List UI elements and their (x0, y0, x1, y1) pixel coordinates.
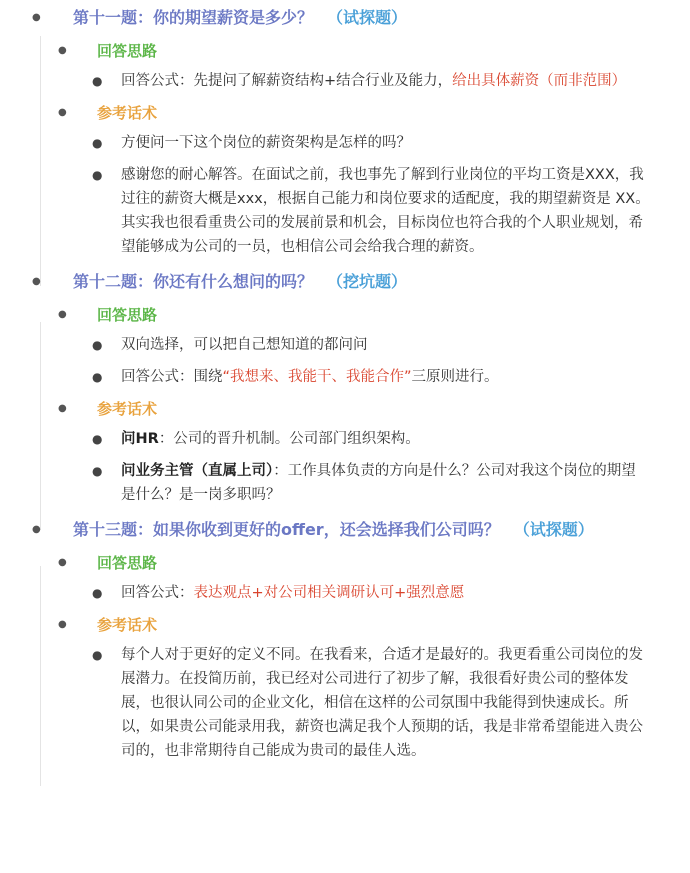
section-label: 回答思路 (97, 554, 158, 572)
item-text: 每个人对于更好的定义不同。在我看来，合适才是最好的。我更看重公司岗位的发展潜力。在投简历前，我已经对公司进行了初步了解，我很看好贵公司的整体发展，也很认同公司的企业文化，相信在这样的公司氛围中我能得到快速成长。所以，如果贵公司能录用我，薪资也满足我个人预期的话，我是非常希望能进入贵公司的，也非常期待自己能成为贵司的最佳人选。 (121, 647, 643, 759)
section-label: 回答思路 (97, 42, 158, 60)
item-highlight: 给出具体薪资（而非范围） (452, 73, 627, 89)
list-item (0, 66, 690, 98)
list-item (0, 330, 690, 362)
bullet-icon: ● (92, 74, 103, 88)
item-text: 回答公式：先提问了解薪资结构+结合行业及能力， (121, 73, 453, 89)
question-tag: （试探题） (513, 520, 594, 539)
section-approach (0, 300, 690, 330)
question-tag: （试探题） (327, 8, 408, 27)
bullet-icon: ● (58, 309, 67, 320)
list-item (0, 160, 690, 264)
bullet-icon: ● (32, 524, 41, 535)
item-text: ：工作具体负责的方向是什么？公司对我这个岗位的期望是什么？是一岗多职吗？ (121, 463, 636, 503)
section-label: 参考话术 (97, 616, 158, 634)
bullet-icon: ● (92, 136, 103, 150)
item-text: ：公司的晋升机制。公司部门组织架构。 (158, 431, 420, 447)
item-text: 三原则进行。 (411, 369, 499, 385)
section-script (0, 610, 690, 640)
section-label: 回答思路 (97, 306, 158, 324)
bullet-icon: ● (58, 45, 67, 56)
item-highlight: “我想来、我能干、我能合作” (222, 369, 412, 385)
item-text: 感谢您的耐心解答。在面试之前，我也事先了解到行业岗位的平均工资是XXX，我过往的薪资大概是xxx，根据自己能力和岗位要求的适配度，我的期望薪资是 XX。其实我也很看重贵公司的发展前景和机会，目标岗位也符合我的个人职业规划，希望能够成为公司的一员，也相信公司会给我合理的薪资。 (121, 167, 650, 255)
bullet-icon: ● (92, 464, 103, 478)
section-script (0, 394, 690, 424)
bullet-icon: ● (92, 432, 103, 446)
bullet-icon: ● (58, 403, 67, 414)
item-text: 回答公式：围绕 (121, 369, 223, 385)
item-text: 回答公式： (121, 585, 194, 601)
bullet-icon: ● (92, 338, 103, 352)
list-item (0, 456, 690, 512)
question-heading (0, 512, 690, 548)
item-text: 方便问一下这个岗位的薪资架构是怎样的吗？ (121, 135, 411, 151)
bullet-icon: ● (92, 586, 103, 600)
question-title: 第十三题：如果你收到更好的offer，还会选择我们公司吗？ (73, 520, 500, 539)
section-label: 参考话术 (97, 400, 158, 418)
question-heading (0, 264, 690, 300)
bullet-icon: ● (32, 12, 41, 23)
bullet-icon: ● (92, 370, 103, 384)
item-bold: 问业务主管（直属上司） (121, 463, 274, 479)
question-tag: （挖坑题） (327, 272, 408, 291)
bullet-icon: ● (58, 557, 67, 568)
list-item (0, 128, 690, 160)
item-highlight: 表达观点+对公司相关调研认可+强烈意愿 (193, 585, 465, 601)
section-label: 参考话术 (97, 104, 158, 122)
list-item (0, 578, 690, 610)
item-text: 双向选择，可以把自己想知道的都问问 (121, 337, 368, 353)
list-item (0, 362, 690, 394)
bullet-icon: ● (58, 619, 67, 630)
bullet-icon: ● (92, 648, 103, 662)
list-item (0, 424, 690, 456)
question-title: 第十一题：你的期望薪资是多少？ (73, 8, 314, 27)
question-title: 第十二题：你还有什么想问的吗？ (73, 272, 314, 291)
question-heading (0, 0, 690, 36)
bullet-icon: ● (92, 168, 103, 182)
item-bold: 问HR (121, 431, 159, 447)
section-approach (0, 36, 690, 66)
list-item (0, 640, 690, 768)
bullet-icon: ● (58, 107, 67, 118)
bullet-icon: ● (32, 276, 41, 287)
section-script (0, 98, 690, 128)
section-approach (0, 548, 690, 578)
